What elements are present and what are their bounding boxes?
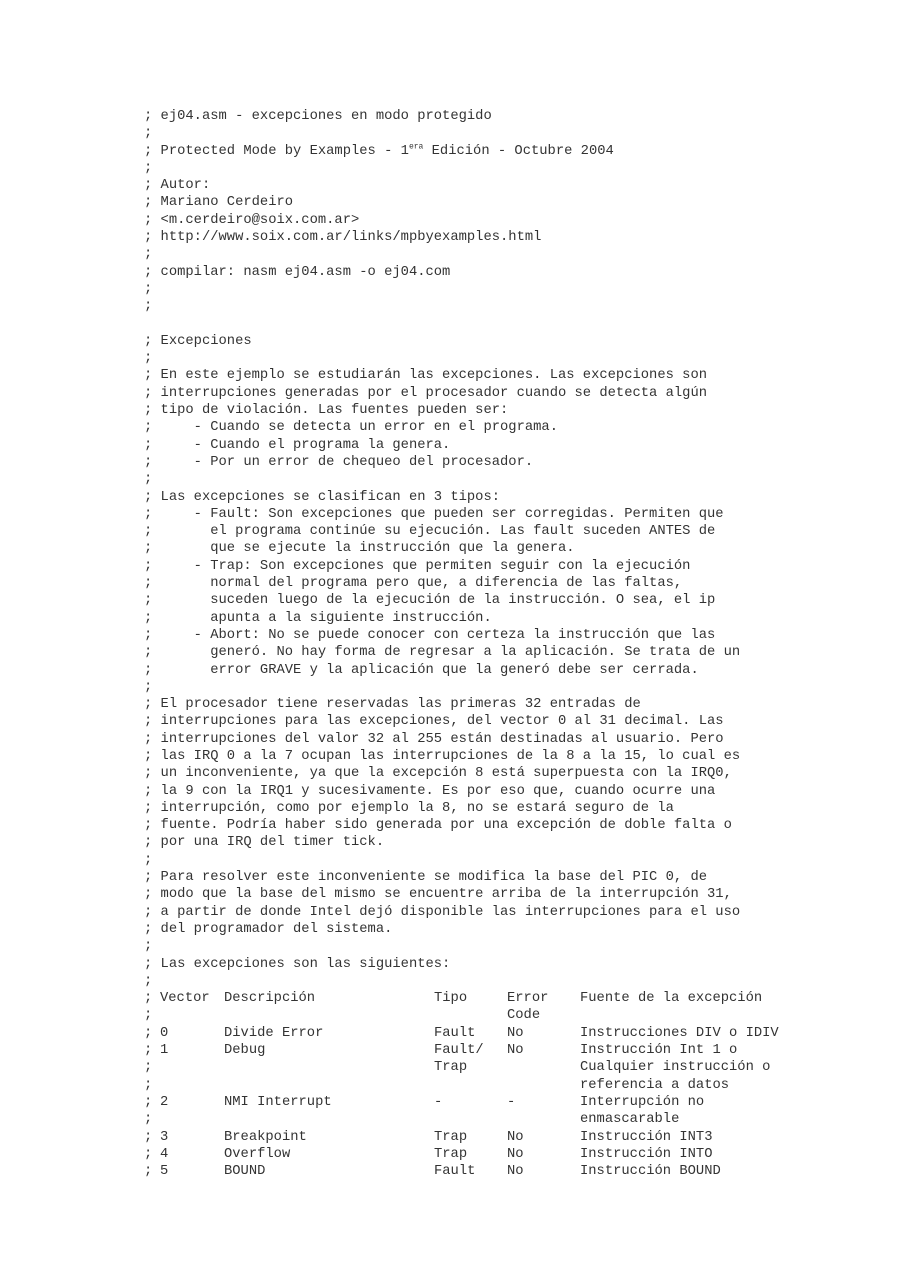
header-line: ; <m.cerdeiro@soix.com.ar> — [144, 212, 360, 228]
error-code-cell: Code — [507, 1008, 541, 1024]
body-text — [144, 333, 844, 990]
header-line: ; — [144, 126, 153, 142]
error-code-cell: No — [507, 1146, 524, 1162]
table-row — [144, 1111, 844, 1128]
body-line: ; - Fault: Son excepciones que pueden ser corregidas. Permiten que — [144, 506, 724, 522]
source-cell: referencia a datos — [580, 1077, 730, 1093]
comment-mark: ; — [144, 1077, 153, 1093]
description-cell: NMI Interrupt — [224, 1094, 332, 1110]
source-cell: Interrupción no — [580, 1094, 705, 1110]
table-row — [144, 990, 844, 1007]
vector-cell: 1 — [160, 1043, 169, 1059]
body-line: ; — [144, 351, 153, 367]
description-cell: Debug — [224, 1043, 266, 1059]
vector-cell: 0 — [160, 1025, 169, 1041]
body-line: ; un inconveniente, ya que la excepción 8 está superpuesta con la IRQ0, — [144, 766, 732, 782]
error-code-cell: No — [507, 1025, 524, 1041]
error-code-cell: No — [507, 1043, 524, 1059]
body-line: ; del programador del sistema. — [144, 921, 393, 937]
body-line: ; interrupciones generadas por el procesador cuando se detecta algún — [144, 385, 708, 401]
body-line: ; — [144, 472, 153, 488]
table-row — [144, 1077, 844, 1094]
type-cell: Fault — [434, 1164, 476, 1180]
vector-cell: 3 — [160, 1129, 169, 1145]
description-cell: Descripción — [224, 991, 316, 1007]
comment-mark: ; — [144, 1164, 153, 1180]
header-line: ; — [144, 299, 153, 315]
description-cell: BOUND — [224, 1164, 266, 1180]
description-cell: Breakpoint — [224, 1129, 307, 1145]
table-row — [144, 1025, 844, 1042]
body-line: ; por una IRQ del timer tick. — [144, 835, 385, 851]
body-line: ; — [144, 852, 153, 868]
header-line: ; Autor: — [144, 178, 211, 194]
body-line: ; que se ejecute la instrucción que la genera. — [144, 541, 575, 557]
description-cell: Overflow — [224, 1146, 291, 1162]
header-line: ; — [144, 160, 153, 176]
body-line: ; - Trap: Son excepciones que permiten seguir con la ejecución — [144, 558, 691, 574]
type-cell: Trap — [434, 1129, 468, 1145]
header-line: ; Mariano Cerdeiro — [144, 195, 294, 211]
body-line: ; — [144, 679, 153, 695]
type-cell: Tipo — [434, 991, 468, 1007]
table-row — [144, 1146, 844, 1163]
vector-cell: 2 — [160, 1094, 169, 1110]
comment-mark: ; — [144, 1025, 153, 1041]
body-line: ; apunta a la siguiente instrucción. — [144, 610, 492, 626]
blank-gap — [144, 316, 844, 333]
type-cell: Fault/ — [434, 1043, 484, 1059]
source-cell: Instrucción Int 1 o — [580, 1043, 738, 1059]
table-row — [144, 1059, 844, 1076]
header-line: ; compilar: nasm ej04.asm -o ej04.com — [144, 264, 451, 280]
description-cell: Divide Error — [224, 1025, 324, 1041]
comment-mark: ; — [144, 1060, 153, 1076]
body-line: ; error GRAVE y la aplicación que la generó debe ser cerrada. — [144, 662, 699, 678]
comment-mark: ; — [144, 1129, 153, 1145]
comment-mark: ; — [144, 1146, 153, 1162]
body-line: ; generó. No hay forma de regresar a la aplicación. Se trata de un — [144, 645, 741, 661]
body-line: ; - Cuando el programa la genera. — [144, 437, 451, 453]
table-row — [144, 1163, 844, 1180]
header-line: ; Protected Mode by Examples - $1^{era}$ Edición - Octubre 2004 — [144, 142, 614, 159]
error-code-cell: No — [507, 1164, 524, 1180]
type-cell: - — [434, 1094, 443, 1110]
body-line: ; En este ejemplo se estudiarán las excepciones. Las excepciones son — [144, 368, 708, 384]
body-line: ; tipo de violación. Las fuentes pueden ser: — [144, 403, 509, 419]
body-line: ; — [144, 939, 153, 955]
body-line: ; - Cuando se detecta un error en el programa. — [144, 420, 558, 436]
vector-cell: Vector — [160, 991, 210, 1007]
comment-mark: ; — [144, 1043, 153, 1059]
table-row — [144, 1042, 844, 1059]
body-line: ; a partir de donde Intel dejó disponible las interrupciones para el uso — [144, 904, 741, 920]
vector-cell: 4 — [160, 1146, 169, 1162]
body-line: ; normal del programa pero que, a diferencia de las faltas, — [144, 576, 683, 592]
comment-mark: ; — [144, 1008, 153, 1024]
source-listing — [144, 108, 844, 1180]
source-cell: Instrucción INTO — [580, 1146, 713, 1162]
body-line: ; interrupciones para las excepciones, del vector 0 al 31 decimal. Las — [144, 714, 724, 730]
body-line: ; - Por un error de chequeo del procesador. — [144, 454, 534, 470]
source-cell: Instrucción INT3 — [580, 1129, 713, 1145]
body-line: ; - Abort: No se puede conocer con certeza la instrucción que las — [144, 627, 716, 643]
header-line: ; — [144, 247, 153, 263]
header-line: ; — [144, 281, 153, 297]
error-code-cell: - — [507, 1094, 516, 1110]
body-line: ; Las excepciones se clasifican en 3 tipos: — [144, 489, 501, 505]
header-line: ; http://www.soix.com.ar/links/mpbyexamples.html — [144, 230, 542, 246]
source-cell: enmascarable — [580, 1112, 680, 1128]
comment-mark: ; — [144, 991, 153, 1007]
header-line: ; ej04.asm - excepciones en modo protegido — [144, 109, 492, 124]
type-cell: Fault — [434, 1025, 476, 1041]
exceptions-table — [144, 990, 844, 1180]
source-cell: Instrucciones DIV o IDIV — [580, 1025, 779, 1041]
body-line: ; Las excepciones son las siguientes: — [144, 956, 451, 972]
comment-mark: ; — [144, 1112, 153, 1128]
error-code-cell: No — [507, 1129, 524, 1145]
body-line: ; El procesador tiene reservadas las primeras 32 entradas de — [144, 697, 641, 713]
body-line: ; el programa continúe su ejecución. Las fault suceden ANTES de — [144, 524, 716, 540]
vector-cell: 5 — [160, 1164, 169, 1180]
table-row — [144, 1094, 844, 1111]
source-cell: Fuente de la excepción — [580, 991, 763, 1007]
body-line: ; suceden luego de la ejecución de la instrucción. O sea, el ip — [144, 593, 716, 609]
error-code-cell: Error — [507, 991, 549, 1007]
comment-mark: ; — [144, 1094, 153, 1110]
table-row — [144, 1007, 844, 1024]
body-line: ; — [144, 973, 153, 989]
type-cell: Trap — [434, 1146, 468, 1162]
source-cell: Instrucción BOUND — [580, 1164, 721, 1180]
source-cell: Cualquier instrucción o — [580, 1060, 771, 1076]
body-line: ; Para resolver este inconveniente se modifica la base del PIC 0, de — [144, 870, 708, 886]
body-line: ; modo que la base del mismo se encuentre arriba de la interrupción 31, — [144, 887, 732, 903]
body-line: ; Excepciones — [144, 333, 252, 349]
body-line: ; las IRQ 0 a la 7 ocupan las interrupciones de la 8 a la 15, lo cual es — [144, 748, 741, 764]
body-line: ; interrupciones del valor 32 al 255 están destinadas al usuario. Pero — [144, 731, 724, 747]
body-line: ; interrupción, como por ejemplo la 8, no se estará seguro de la — [144, 800, 674, 816]
body-line: ; fuente. Podría haber sido generada por una excepción de doble falta o — [144, 818, 732, 834]
type-cell: Trap — [434, 1060, 468, 1076]
body-line: ; la 9 con la IRQ1 y sucesivamente. Es por eso que, cuando ocurre una — [144, 783, 716, 799]
table-row — [144, 1129, 844, 1146]
